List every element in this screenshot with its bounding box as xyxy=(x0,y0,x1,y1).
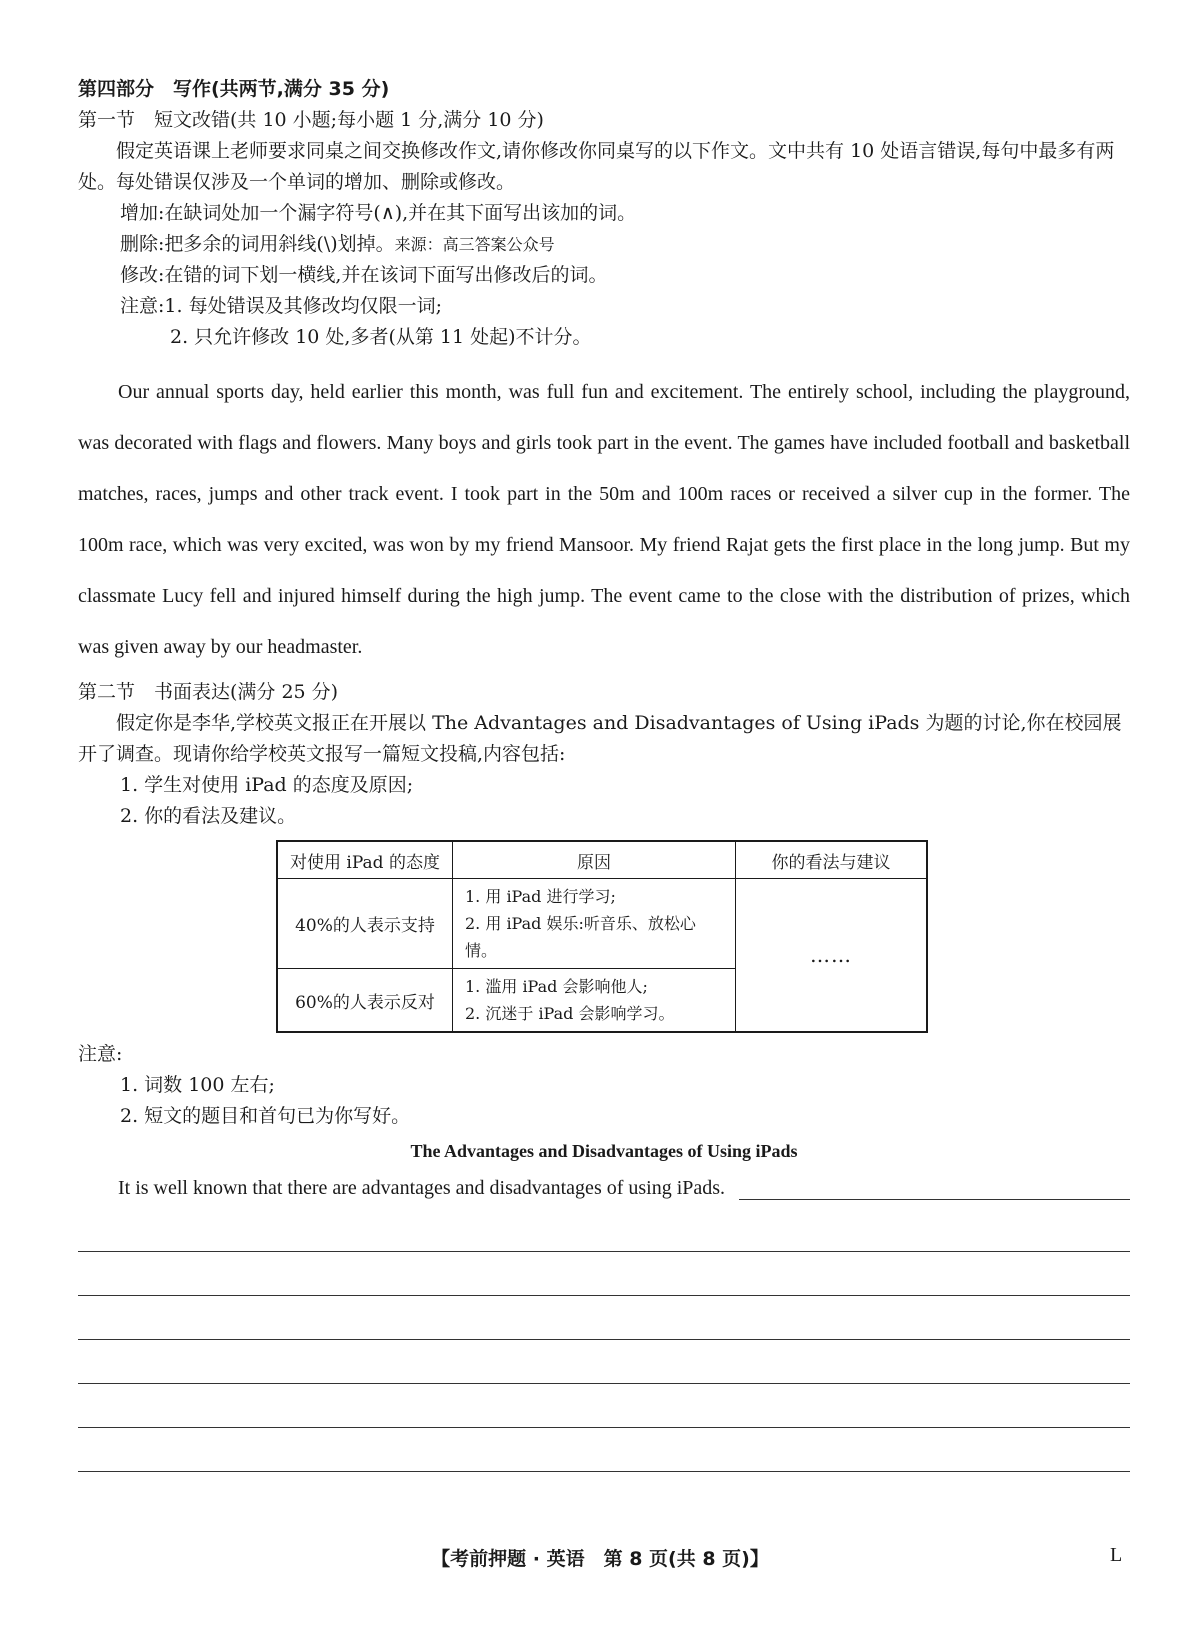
answer-line[interactable] xyxy=(78,1384,1130,1428)
table-row xyxy=(277,879,927,969)
passage-text: Our annual sports day, held earlier this month, was full fun and excitement. The entirely school, including the playground, was decorated with flags and flowers. Many boys and girls took part in the event. The games have included football and basketball matches, races, jumps and other track event. I took part in the 50m and 100m races or received a silver cup in the former. The 100m race, which was very excited, was won by my friend Mansoor. My friend Rajat gets the first place in the long jump. But my classmate Lucy fell and injured himself during the high jump. The event came to the close with the distribution of prizes, which was given away by our headmaster. xyxy=(78,381,1130,658)
section1-intro: 假定英语课上老师要求同桌之间交换修改作文,请你修改你同桌写的以下作文。文中共有 10 处语言错误,每句中最多有两处。每处错误仅涉及一个单词的增加、删除或修改。 xyxy=(78,140,1115,193)
table-header: 你的看法与建议 xyxy=(736,841,928,879)
answer-line[interactable] xyxy=(78,1428,1130,1472)
delete-rule: 删除:把多余的词用斜线(\)划掉。 xyxy=(120,233,395,255)
delete-rule-line xyxy=(78,229,1130,260)
part-title: 第四部分 写作(共两节,满分 35 分) xyxy=(78,78,390,100)
first-sentence-row xyxy=(78,1168,1130,1208)
opinion-cell: …… xyxy=(736,879,928,1033)
corner-mark: L xyxy=(1110,1544,1123,1566)
exam-page xyxy=(78,74,1130,1472)
survey-table xyxy=(276,840,928,1033)
note-label: 注意: xyxy=(78,1043,123,1065)
section1-heading: 第一节 短文改错(共 10 小题;每小题 1 分,满分 10 分) xyxy=(78,109,544,131)
section2-heading: 第二节 书面表达(满分 25 分) xyxy=(78,681,339,703)
note2: 2. 只允许修改 10 处,多者(从第 11 处起)不计分。 xyxy=(170,326,592,348)
answer-line[interactable] xyxy=(78,1208,1130,1252)
source-note: 来源：高三答案公众号 xyxy=(394,235,555,254)
answer-line[interactable] xyxy=(78,1340,1130,1384)
attitude-cell: 40%的人表示支持 xyxy=(277,879,453,969)
writing-note-2: 2. 短文的题目和首句已为你写好。 xyxy=(120,1105,411,1127)
essay-title: The Advantages and Disadvantages of Using iPads xyxy=(410,1141,798,1161)
reason-cell xyxy=(453,969,736,1033)
requirement-2: 2. 你的看法及建议。 xyxy=(120,805,297,827)
writing-note-1: 1. 词数 100 左右; xyxy=(120,1074,275,1096)
modify-rule: 修改:在错的词下划一横线,并在该词下面写出修改后的词。 xyxy=(120,264,608,286)
answer-line[interactable] xyxy=(739,1199,1130,1200)
table-header: 对使用 iPad 的态度 xyxy=(277,841,453,879)
reason-line: 2. 沉迷于 iPad 会影响学习。 xyxy=(465,1004,675,1023)
reason-cell xyxy=(453,879,736,969)
section2-intro: 假定你是李华,学校英文报正在开展以 The Advantages and Disadvantages of Using iPads 为题的讨论,你在校园展开了调查。现请你给学校英文报写一篇短文投稿,内容包括: xyxy=(78,712,1122,765)
table-header-row xyxy=(277,841,927,879)
page-footer: 【考前押题 · 英语 第 8 页(共 8 页)】 xyxy=(431,1548,769,1570)
answer-line[interactable] xyxy=(78,1252,1130,1296)
note1: 注意:1. 每处错误及其修改均仅限一词; xyxy=(120,295,442,317)
first-sentence: It is well known that there are advantages and disadvantages of using iPads. xyxy=(118,1177,726,1199)
reason-line: 1. 滥用 iPad 会影响他人; xyxy=(465,977,648,996)
table-header: 原因 xyxy=(453,841,736,879)
answer-line[interactable] xyxy=(78,1296,1130,1340)
error-correction-passage xyxy=(78,367,1130,673)
attitude-cell: 60%的人表示反对 xyxy=(277,969,453,1033)
reason-line: 2. 用 iPad 娱乐:听音乐、放松心情。 xyxy=(465,914,696,960)
add-rule: 增加:在缺词处加一个漏字符号(∧),并在其下面写出该加的词。 xyxy=(120,202,637,224)
reason-line: 1. 用 iPad 进行学习; xyxy=(465,887,616,906)
requirement-1: 1. 学生对使用 iPad 的态度及原因; xyxy=(120,774,414,796)
